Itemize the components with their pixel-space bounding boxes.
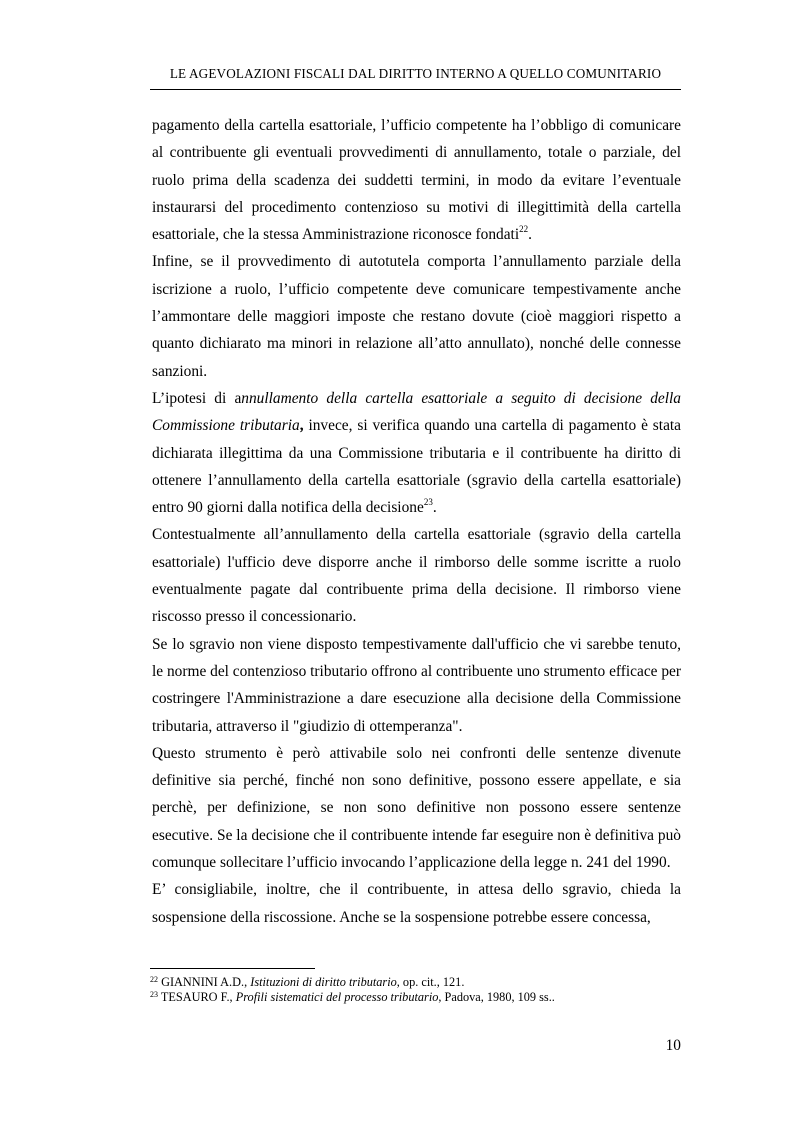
punct: . [528, 226, 532, 244]
paragraph-text: pagamento della cartella esattoriale, l’ufficio competente ha l’obbligo di comunicare al contribuente gli eventuali provvedimenti di annullamento, totale o parziale, del ruolo prima della scadenza dei suddetti termini, in modo da evitare l’eventuale instaurarsi del procedimento contenzioso su motivi di illegittimità della cartella esattoriale, che la stessa Amministrazione riconosce fondati [152, 117, 681, 244]
punct: . [432, 499, 437, 517]
page-number: 10 [665, 1037, 681, 1054]
paragraph: Contestualmente all’annullamento della cartella esattoriale (sgravio della cartella esattoriale) l'ufficio deve disporre anche il rimborso delle somme iscritte a ruolo eventualmente pagate dal contribuente prima della decisione. Il rimborso viene riscosso presso il concessionario. [152, 526, 681, 626]
footnote-number: 22 [150, 975, 158, 984]
header-rule [150, 89, 681, 90]
footnote-ref[interactable]: 23 [423, 497, 433, 508]
footnote-number: 23 [150, 990, 158, 999]
footnote [150, 975, 681, 990]
footnotes [150, 975, 681, 1005]
footnote [150, 990, 681, 1005]
emphasis-bold: , [299, 417, 304, 435]
paragraph [152, 385, 681, 521]
footnote-rest: , op. cit., 121. [396, 975, 465, 989]
footnote-author: GIANNINI A.D., [158, 975, 251, 989]
paragraph: Infine, se il provvedimento di autotutela comporta l’annullamento parziale della iscrizione a ruolo, l’ufficio competente deve comunicare tempestivamente anche l’ammontare delle maggiori imposte che restano dovute (cioè maggiori rispetto a quanto dichiarato ma minori in relazione all’atto annullato), nonché delle connesse sanzioni. [152, 253, 681, 380]
footnote-title: Istituzioni di diritto tributario [250, 975, 397, 989]
paragraph [152, 112, 681, 248]
footnote-ref[interactable]: 22 [519, 224, 529, 235]
paragraph: E’ consigliabile, inoltre, che il contribuente, in attesa dello sgravio, chieda la sospensione della riscossione. Anche se la sospensione potrebbe essere concessa, [152, 881, 681, 926]
paragraph: Se lo sgravio non viene disposto tempestivamente dall'ufficio che vi sarebbe tenuto, le norme del contenzioso tributario offrono al contribuente uno strumento efficace per costringere l'Amministrazione a dare esecuzione alla decisione della Commissione tributaria, attraverso il "giudizio di ottemperanza". [152, 635, 681, 735]
running-header: LE AGEVOLAZIONI FISCALI DAL DIRITTO INTERNO A QUELLO COMUNITARIO [169, 66, 662, 81]
footnote-title: Profili sistematici del processo tributario [235, 990, 439, 1004]
footnote-rest: , Padova, 1980, 109 ss.. [438, 990, 555, 1004]
paragraph-text: invece, si verifica quando una cartella di pagamento è stata dichiarata illegittima da una Commissione tributaria e il contribuente ha diritto di ottenere l’annullamento della cartella esattoriale (sgravio della cartella esattoriale) entro 90 giorni dalla notifica della decisione [152, 417, 682, 517]
paragraph-lead: L’ipotesi di a [152, 389, 242, 407]
emphasis-italic: nnullamento della cartella esattoriale a seguito di decisione della Commissione tributaria [152, 389, 681, 435]
body-text [152, 112, 681, 931]
footnote-separator [150, 968, 315, 969]
paragraph: Questo strumento è però attivabile solo nei confronti delle sentenze divenute definitive sia perché, finché non sono definitive, possono essere appellate, e sia perchè, per definizione, se non sono definitive non possono essere sentenze esecutive. Se la decisione che il contribuente intende far eseguire non è definitiva può comunque sollecitare l’ufficio invocando l’applicazione della legge n. 241 del 1990. [152, 744, 681, 872]
footnote-author: TESAURO F., [158, 990, 236, 1004]
